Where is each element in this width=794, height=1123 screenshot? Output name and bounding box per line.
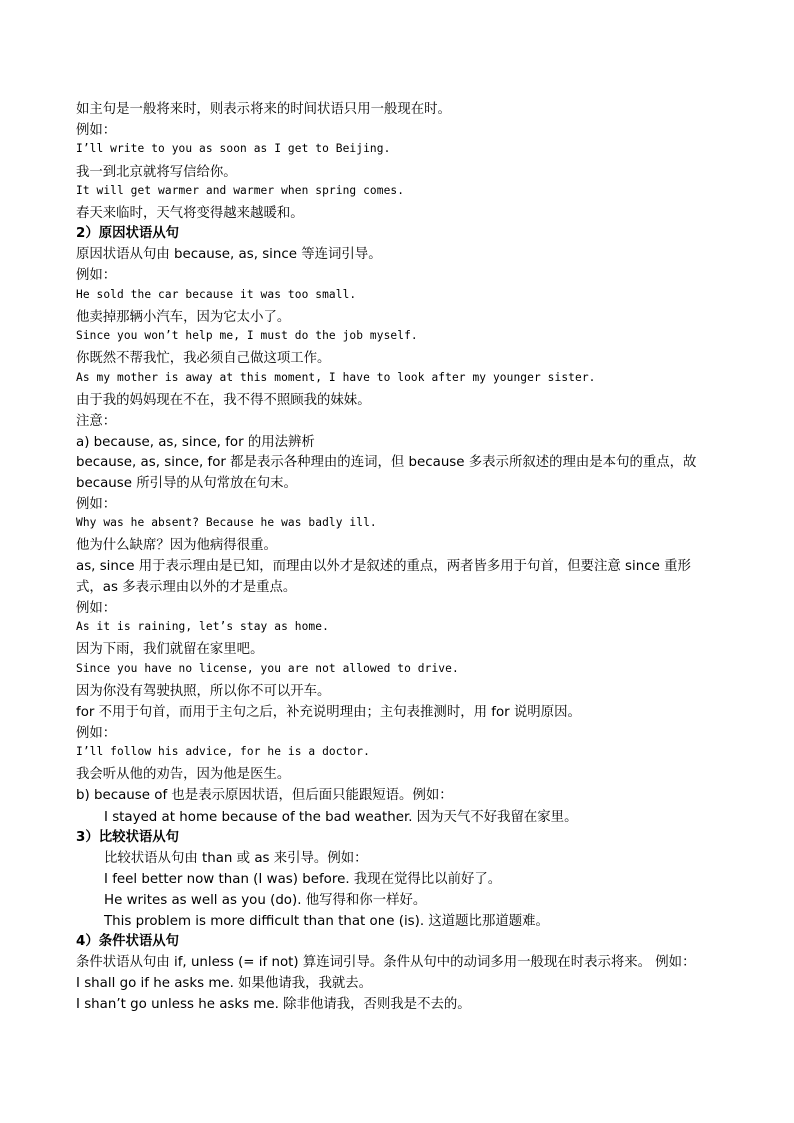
- text-line: 式，as 多表示理由以外的才是重点。: [76, 580, 297, 595]
- section-heading: 4）条件状语从句: [76, 934, 180, 949]
- text-line: 例如：: [76, 726, 117, 741]
- example-sentence: I stayed at home because of the bad weather. 因为天气不好我留在家里。: [104, 810, 578, 825]
- example-sentence: I’ll write to you as soon as I get to Beijing.: [76, 142, 391, 155]
- text-line: 例如：: [76, 601, 117, 616]
- translation-line: 因为下雨，我们就留在家里吧。: [76, 642, 264, 657]
- translation-line: 因为你没有驾驶执照，所以你不可以开车。: [76, 684, 331, 699]
- example-sentence: He sold the car because it was too small.: [76, 288, 357, 301]
- section-heading: 2）原因状语从句: [76, 226, 180, 241]
- example-sentence: This problem is more difficult than that one (is). 这道题比那道题难。: [104, 914, 549, 929]
- example-sentence: Since you have no license, you are not allowed to drive.: [76, 662, 459, 675]
- text-line: 如主句是一般将来时，则表示将来的时间状语只用一般现在时。: [76, 102, 451, 117]
- text-line: because 所引导的从句常放在句末。: [76, 476, 297, 491]
- translation-line: 春天来临时，天气将变得越来越暖和。: [76, 206, 304, 221]
- translation-line: 我一到北京就将写信给你。: [76, 165, 237, 180]
- text-line: 原因状语从句由 because, as, since 等连词引导。: [76, 247, 382, 262]
- example-sentence: I feel better now than (I was) before. 我现在觉得比以前好了。: [104, 872, 502, 887]
- translation-line: 由于我的妈妈现在不在，我不得不照顾我的妹妹。: [76, 393, 371, 408]
- subheading: b) because of 也是表示原因状语，但后面只能跟短语。例如：: [76, 788, 453, 803]
- text-line: 例如：: [76, 497, 117, 512]
- text-line: because, as, since, for 都是表示各种理由的连词，但 because 多表示所叙述的理由是本句的重点，故: [76, 455, 697, 470]
- text-line: 例如：: [76, 268, 117, 283]
- note-label: 注意：: [76, 414, 117, 429]
- text-line: 例如：: [76, 123, 117, 138]
- text-line: for 不用于句首，而用于主句之后，补充说明理由；主句表推测时，用 for 说明原因。: [76, 705, 581, 720]
- text-line: 条件状语从句由 if, unless (= if not) 算连词引导。条件从句中的动词多用一般现在时表示将来。 例如：: [76, 955, 696, 970]
- section-heading: 3）比较状语从句: [76, 830, 180, 845]
- example-sentence: I shan’t go unless he asks me. 除非他请我，否则我是不去的。: [76, 997, 471, 1012]
- translation-line: 他为什么缺席？因为他病得很重。: [76, 538, 277, 553]
- translation-line: 我会听从他的劝告，因为他是医生。: [76, 767, 291, 782]
- text-line: 比较状语从句由 than 或 as 来引导。例如：: [104, 851, 368, 866]
- example-sentence: It will get warmer and warmer when spring comes.: [76, 184, 405, 197]
- example-sentence: Since you won’t help me, I must do the job myself.: [76, 329, 418, 342]
- translation-line: 你既然不帮我忙，我必须自己做这项工作。: [76, 351, 331, 366]
- example-sentence: As it is raining, let’s stay as home.: [76, 620, 329, 633]
- subheading: a) because, as, since, for 的用法辨析: [76, 435, 315, 450]
- text-line: as, since 用于表示理由是已知，而理由以外才是叙述的重点，两者皆多用于句首，但要注意 since 重形: [76, 559, 691, 574]
- translation-line: 他卖掉那辆小汽车，因为它太小了。: [76, 310, 291, 325]
- example-sentence: As my mother is away at this moment, I have to look after my younger sister.: [76, 371, 596, 384]
- example-sentence: I shall go if he asks me. 如果他请我，我就去。: [76, 976, 373, 991]
- example-sentence: Why was he absent? Because he was badly ill.: [76, 516, 377, 529]
- example-sentence: He writes as well as you (do). 他写得和你一样好。: [104, 893, 427, 908]
- example-sentence: I’ll follow his advice, for he is a doctor.: [76, 745, 370, 758]
